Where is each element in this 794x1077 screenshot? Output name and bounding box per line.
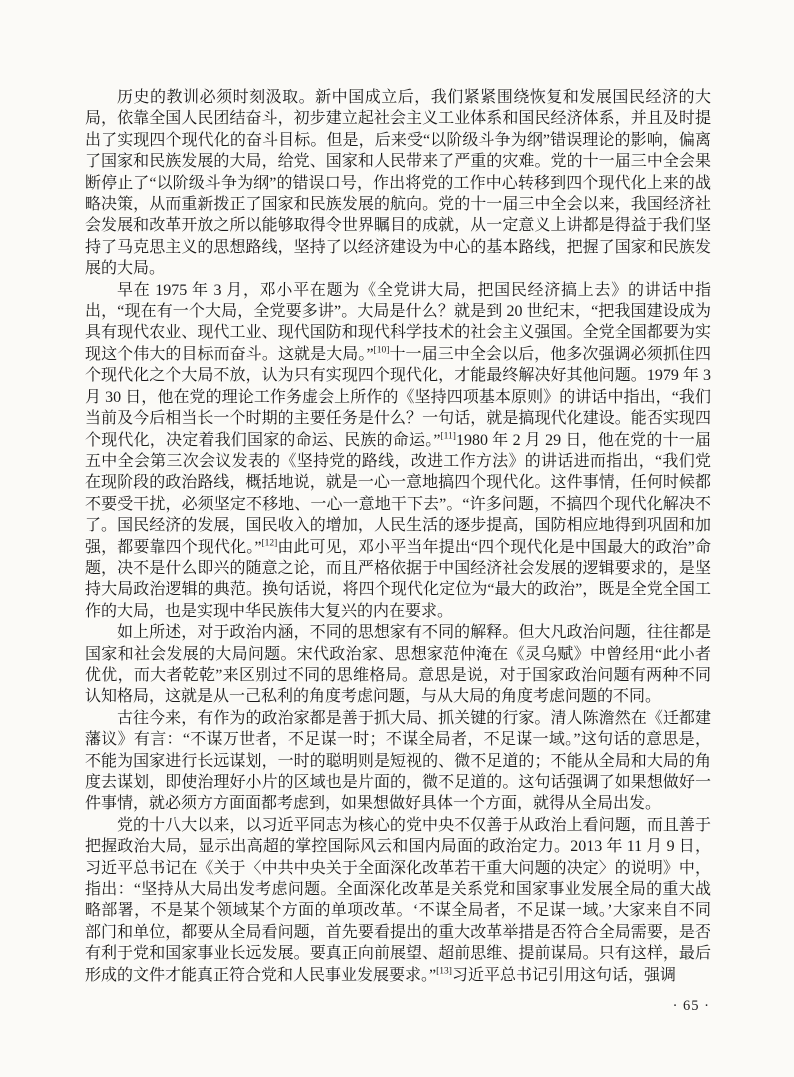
text-run: 如上所述，对于政治内涵，不同的思想家有不同的解释。但大凡政治问题，往往都是国家和社会发展的大局问题。宋代政治家、思想家范仲淹在《灵乌赋》中曾经用“此小者优优，而大者乾乾”来区别过不同的思维格局。意思是说，对于国家政治问题有两种不同认知格局，这就是从一己私利的角度考虑问题，与从大局的角度考虑问题的不同。 [85,624,711,706]
text-run: 党的十八大以来，以习近平同志为核心的党中央不仅善于从政治上看问题，而且善于把握政治大局，显示出高超的掌控国际风云和国内局面的政治定力。2013 年 11 月 9 日，习近平总书记在《关于〈中共中央关于全面深化改革若干重大问题的决定〉的说明》中，指出：“坚持从大局出发考虑问题。全面深化改革是关系党和国家事业发展全局的重大战略部署，不是某个领域某个方面的单项改革。‘不谋全局者，不足谋一域。’大家来自不同部门和单位，都要从全局看问题，首先要看提出的重大改革举措是否符合全局需要，是否有利于党和国家事业长远发展。要真正向前展望、超前思维、提前谋局。只有这样，最后形成的文件才能真正符合党和人民事业发展要求。” [85,816,711,984]
page-number: · 65 · [672,998,710,1014]
text-run: 古往今来，有作为的政治家都是善于抓大局、抓关键的行家。清人陈澹然在《迁都建藩议》有言：“不谋万世者，不足谋一时；不谋全局者，不足谋一域。”这句话的意思是，不能为国家进行长远谋划，一时的聪明则是短视的、微不足道的；不能从全局和大局的角度去谋划，即使治理好小片的区域也是片面的，微不足道的。这句话强调了如果想做好一件事情，就必须方方面面都考虑到，如果想做好具体一个方面，就得从全局出发。 [85,709,711,813]
text-run: 早在 1975 年 3 月，邓小平在题为《全党讲大局，把国民经济搞上去》的讲话中指出，“现在有一个大局，全党要多讲”。大局是什么？就是到 20 世纪末，“把我国建设成为具有现代农业、现代工业、现代国防和现代科学技术的社会主义强国。全党全国都要为实现这个伟大的目标而奋斗。这就是大局。” [85,281,711,363]
paragraph-3 [85,622,711,708]
body-text [85,87,711,986]
text-run: 1980 年 2 月 29 日，他在党的十一届五中全会第三次会议发表的《坚持党的路线，改进工作方法》的讲话进而指出，“我们党在现阶段的政治路线，概括地说，就是一心一意地搞四个现代化。这件事情，任何时候都不要受干扰，必须坚定不移地、一心一意地干下去”。“许多问题，不搞四个现代化解决不了。国民经济的发展，国民收入的增加，人民生活的逐步提高，国防相应地得到巩固和加强，都要靠四个现代化。” [85,431,711,556]
paragraph-5 [85,815,711,986]
text-run: 十一届三中全会以后，他多次强调必须抓住四个现代化之个大局不放，认为只有实现四个现代化，才能最终解决好其他问题。1979 年 3 月 30 日，他在党的理论工作务虚会上所作的《坚持四项基本原则》的讲话中指出，“我们当前及今后相当长一个时期的主要任务是什么？一句话，就是搞现代化建设。能否实现四个现代化，决定着我们国家的命运、民族的命运。” [85,345,711,449]
footnote-ref-11: [11] [440,431,456,442]
paragraph-2 [85,280,711,623]
footnote-ref-12: [12] [261,538,278,549]
text-run: 由此可见，邓小平当年提出“四个现代化是中国最大的政治”命题，决不是什么即兴的随意之论，而且严格依据于中国经济社会发展的逻辑要求的，是坚持大局政治逻辑的典范。换句话说，将四个现代化定位为“最大的政治”，既是全党全国工作的大局，也是实现中华民族伟大复兴的内在要求。 [85,538,711,620]
text-run: 习近平总书记引用这句话，强调 [451,966,676,984]
paragraph-4 [85,708,711,815]
text-run: 历史的教训必须时刻汲取。新中国成立后，我们紧紧围绕恢复和发展国民经济的大局，依靠全国人民团结奋斗，初步建立起社会主义工业体系和国民经济体系，并且及时提出了实现四个现代化的奋斗目标。但是，后来受“以阶级斗争为纲”错误理论的影响，偏离了国家和民族发展的大局，给党、国家和人民带来了严重的灾难。党的十一届三中全会果断停止了“以阶级斗争为纲”的错误口号，作出将党的工作中心转移到四个现代化上来的战略决策，从而重新拨正了国家和民族发展的航向。党的十一届三中全会以来，我国经济社会发展和改革开放之所以能够取得令世界瞩目的成就，从一定意义上讲都是得益于我们坚持了马克思主义的思想路线，坚持了以经济建设为中心的基本路线，把握了国家和民族发展的大局。 [85,89,711,278]
paragraph-1 [85,87,711,280]
footnote-ref-13: [13] [436,966,452,977]
footnote-ref-10: [10] [373,345,390,356]
